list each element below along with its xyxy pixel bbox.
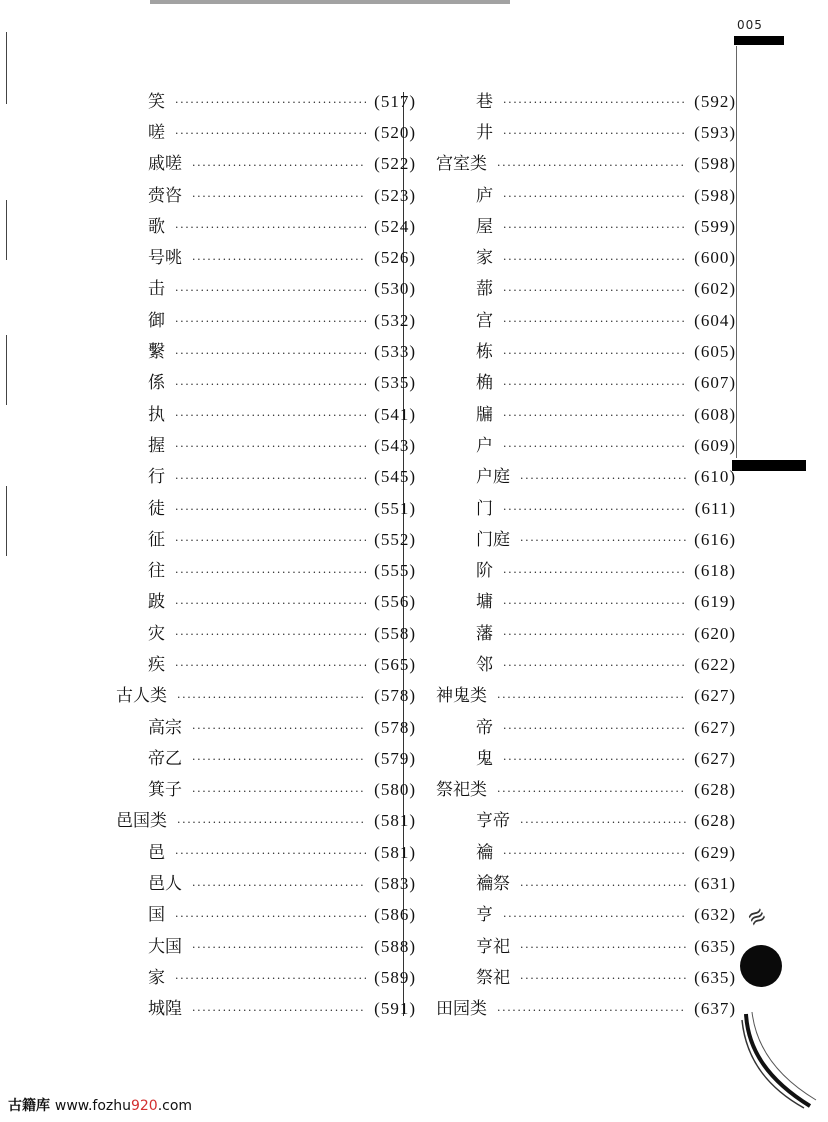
toc-leader-dots (503, 625, 686, 645)
toc-entry-title: 宫室类 (436, 154, 487, 175)
toc-leader-dots (175, 969, 366, 989)
toc-leader-dots (192, 1001, 366, 1021)
toc-entry (436, 462, 736, 493)
toc-entry-page: (556) (374, 592, 416, 612)
toc-entry (116, 462, 416, 493)
toc-entry-page: (543) (374, 435, 416, 455)
toc-leader-dots (175, 563, 366, 583)
toc-entry-title: 家 (148, 967, 165, 988)
toc-entry-title: 帝乙 (148, 748, 182, 769)
toc-entry (116, 180, 416, 211)
toc-entry-title: 往 (148, 561, 165, 582)
toc-entry (116, 368, 416, 399)
binding-line-1 (6, 32, 7, 104)
toc-entry (116, 430, 416, 461)
toc-entry-page: (541) (374, 404, 416, 424)
toc-leader-dots (175, 594, 366, 614)
toc-entry-page: (598) (694, 185, 736, 205)
toc-entry-page: (522) (374, 154, 416, 174)
toc-entry-title: 徒 (148, 498, 165, 519)
toc-entry-title: 户庭 (476, 467, 510, 488)
toc-entry (116, 900, 416, 931)
toc-entry-page: (545) (374, 467, 416, 487)
toc-leader-dots (503, 250, 686, 270)
toc-entry-title: 井 (476, 122, 493, 143)
toc-entry (116, 712, 416, 743)
toc-entry (116, 149, 416, 180)
toc-entry-page: (635) (694, 967, 736, 987)
toc-leader-dots (520, 876, 686, 896)
toc-entry (436, 775, 736, 806)
toc-entry-page: (580) (374, 780, 416, 800)
toc-entry-title: 阶 (476, 561, 493, 582)
toc-entry-title: 门 (476, 498, 493, 519)
toc-entry-title: 屋 (476, 216, 493, 237)
toc-leader-dots (192, 938, 366, 958)
toc-leader-dots (497, 156, 686, 176)
toc-entry (436, 900, 736, 931)
toc-entry-page: (533) (374, 342, 416, 362)
toc-leader-dots (503, 750, 686, 770)
toc-entry-page: (517) (374, 91, 416, 111)
toc-entry (116, 618, 416, 649)
toc-entry-page: (535) (374, 373, 416, 393)
toc-entry-title: 国 (148, 905, 165, 926)
toc-entry-title: 笑 (148, 91, 165, 112)
toc-leader-dots (192, 156, 366, 176)
toc-leader-dots (503, 281, 686, 301)
toc-leader-dots (503, 437, 686, 457)
toc-entry-title: 庐 (476, 185, 493, 206)
toc-entry-title: 户 (476, 435, 493, 456)
toc-entry-title: 箕子 (148, 780, 182, 801)
toc-entry-page: (627) (694, 717, 736, 737)
toc-entry-title: 城隍 (148, 999, 182, 1020)
toc-entry-title: 家 (476, 248, 493, 269)
toc-entry (436, 806, 736, 837)
toc-entry-title: 鬼 (476, 748, 493, 769)
ornament-ball-icon (740, 945, 782, 987)
toc-entry-page: (578) (374, 686, 416, 706)
toc-entry (116, 837, 416, 868)
toc-entry (116, 868, 416, 899)
toc-entry (116, 86, 416, 117)
toc-entry-page: (523) (374, 185, 416, 205)
toc-leader-dots (192, 782, 366, 802)
toc-entry (436, 242, 736, 273)
toc-leader-dots (503, 907, 686, 927)
toc-entry (116, 931, 416, 962)
toc-entry (436, 649, 736, 680)
toc-entry (436, 524, 736, 555)
toc-entry (436, 274, 736, 305)
toc-leader-dots (503, 375, 686, 395)
toc-leader-dots (503, 187, 686, 207)
toc-leader-dots (503, 93, 686, 113)
toc-entry-title: 号咷 (148, 248, 182, 269)
toc-entry (436, 743, 736, 774)
toc-leader-dots (520, 969, 686, 989)
toc-entry-page: (551) (374, 498, 416, 518)
toc-entry-title: 赍咨 (148, 185, 182, 206)
toc-entry (436, 931, 736, 962)
toc-leader-dots (503, 500, 687, 520)
toc-entry-title: 古人类 (116, 686, 167, 707)
toc-entry (436, 149, 736, 180)
toc-entry (116, 649, 416, 680)
toc-entry-page: (608) (694, 404, 736, 424)
toc-leader-dots (175, 124, 366, 144)
toc-entry (116, 399, 416, 430)
toc-leader-dots (175, 93, 366, 113)
toc-entry (436, 430, 736, 461)
toc-entry-title: 灾 (148, 623, 165, 644)
toc-entry-page: (607) (694, 373, 736, 393)
toc-entry-page: (631) (694, 874, 736, 894)
toc-leader-dots (177, 688, 366, 708)
toc-entry-title: 御 (148, 310, 165, 331)
toc-entry-title: 巷 (476, 91, 493, 112)
toc-entry-page: (524) (374, 216, 416, 236)
toc-entry-title: 墉 (476, 592, 493, 613)
toc-leader-dots (503, 406, 686, 426)
margin-rule (736, 46, 737, 458)
toc-leader-dots (175, 531, 366, 551)
toc-entry (116, 743, 416, 774)
toc-entry-title: 亨祀 (476, 936, 510, 957)
toc-entry-title: 祭祀类 (436, 780, 487, 801)
toc-entry (116, 493, 416, 524)
toc-leader-dots (503, 563, 686, 583)
toc-entry-page: (619) (694, 592, 736, 612)
toc-entry-page: (555) (374, 561, 416, 581)
toc-entry-page: (588) (374, 936, 416, 956)
toc-entry (116, 681, 416, 712)
toc-entry-page: (598) (694, 154, 736, 174)
toc-entry-page: (600) (694, 248, 736, 268)
toc-leader-dots (503, 844, 686, 864)
toc-entry-title: 歌 (148, 216, 165, 237)
toc-entry (436, 211, 736, 242)
toc-entry-title: 桷 (476, 373, 493, 394)
toc-entry-title: 宫 (476, 310, 493, 331)
toc-leader-dots (175, 625, 366, 645)
toc-entry (436, 117, 736, 148)
top-edge-bar (150, 0, 510, 4)
toc-leader-dots (175, 907, 366, 927)
toc-entry-page: (635) (694, 936, 736, 956)
toc-leader-dots (175, 500, 366, 520)
toc-entry (436, 587, 736, 618)
toc-entry-page: (532) (374, 310, 416, 330)
toc-entry-page: (593) (694, 122, 736, 142)
toc-entry-page: (586) (374, 905, 416, 925)
toc-right-column (436, 86, 736, 1025)
toc-leader-dots (175, 312, 366, 332)
toc-leader-dots (503, 656, 686, 676)
toc-entry-page: (622) (694, 654, 736, 674)
toc-entry (436, 180, 736, 211)
toc-entry (116, 587, 416, 618)
toc-entry-page: (627) (694, 748, 736, 768)
toc-entry-page: (629) (694, 842, 736, 862)
toc-leader-dots (192, 187, 366, 207)
toc-entry-title: 门庭 (476, 529, 510, 550)
toc-entry-title: 疾 (148, 654, 165, 675)
toc-entry-page: (616) (694, 529, 736, 549)
toc-entry-page: (599) (694, 216, 736, 236)
toc-entry-title: 牖 (476, 404, 493, 425)
toc-leader-dots (497, 1001, 686, 1021)
binding-line-4 (6, 486, 7, 556)
toc-leader-dots (503, 594, 686, 614)
toc-entry-title: 邑人 (148, 874, 182, 895)
toc-entry-title: 禴祭 (476, 874, 510, 895)
watermark-url-number: 920 (130, 1098, 158, 1114)
toc-entry-title: 亨 (476, 905, 493, 926)
toc-leader-dots (175, 469, 366, 489)
toc-entry (116, 117, 416, 148)
toc-entry (116, 242, 416, 273)
toc-entry (436, 868, 736, 899)
toc-entry-page: (558) (374, 623, 416, 643)
toc-entry-title: 高宗 (148, 717, 182, 738)
binding-line-2 (6, 200, 7, 260)
toc-entry-page: (565) (374, 654, 416, 674)
toc-entry (436, 994, 736, 1025)
toc-entry-title: 係 (148, 373, 165, 394)
toc-entry-title: 嗟 (148, 122, 165, 143)
toc-entry-title: 帝 (476, 717, 493, 738)
toc-leader-dots (503, 218, 686, 238)
toc-leader-dots (175, 375, 366, 395)
toc-entry-title: 征 (148, 529, 165, 550)
toc-entry-title: 击 (148, 279, 165, 300)
page-number-bar (734, 36, 784, 45)
toc-entry-page: (530) (374, 279, 416, 299)
toc-entry (436, 336, 736, 367)
toc-leader-dots (192, 876, 366, 896)
toc-entry-page: (602) (694, 279, 736, 299)
toc-entry-page: (611) (694, 498, 736, 518)
toc-entry (436, 368, 736, 399)
toc-leader-dots (175, 437, 366, 457)
margin-block (732, 460, 806, 471)
toc-entry-page: (632) (694, 905, 736, 925)
watermark-site: 古籍库 (8, 1098, 50, 1114)
toc-entry (436, 618, 736, 649)
toc-leader-dots (503, 719, 686, 739)
toc-entry-title: 禴 (476, 842, 493, 863)
toc-entry (436, 712, 736, 743)
toc-leader-dots (520, 531, 686, 551)
toc-entry-title: 邑国类 (116, 811, 167, 832)
toc-entry-title: 栋 (476, 342, 493, 363)
toc-leader-dots (192, 250, 366, 270)
toc-entry (116, 555, 416, 586)
toc-entry-title: 繫 (148, 342, 165, 363)
toc-leader-dots (175, 281, 366, 301)
toc-entry-title: 执 (148, 404, 165, 425)
toc-entry (436, 493, 736, 524)
toc-entry (116, 962, 416, 993)
toc-entry-title: 行 (148, 467, 165, 488)
toc-entry-page: (604) (694, 310, 736, 330)
toc-entry-page: (628) (694, 811, 736, 831)
toc-leader-dots (177, 813, 366, 833)
toc-entry-title: 藩 (476, 623, 493, 644)
toc-leader-dots (175, 844, 366, 864)
toc-entry-title: 神鬼类 (436, 686, 487, 707)
toc-entry-page: (589) (374, 967, 416, 987)
toc-entry (436, 962, 736, 993)
toc-entry (436, 305, 736, 336)
toc-entry (436, 399, 736, 430)
binding-line-3 (6, 335, 7, 405)
toc-entry-page: (581) (374, 811, 416, 831)
toc-leader-dots (520, 813, 686, 833)
toc-leader-dots (192, 750, 366, 770)
toc-entry-page: (618) (694, 561, 736, 581)
toc-entry-page: (610) (694, 467, 736, 487)
toc-leader-dots (520, 469, 686, 489)
toc-entry (116, 994, 416, 1025)
ornament-sprig-icon: ≋ (742, 902, 772, 933)
toc-entry-page: (591) (374, 999, 416, 1019)
toc-leader-dots (497, 688, 686, 708)
toc-entry-title: 亨帝 (476, 811, 510, 832)
toc-entry-title: 握 (148, 435, 165, 456)
toc-entry-title: 祭祀 (476, 967, 510, 988)
toc-entry (116, 305, 416, 336)
toc-entry-page: (609) (694, 435, 736, 455)
toc-entry-page: (605) (694, 342, 736, 362)
toc-entry (436, 86, 736, 117)
toc-leader-dots (503, 312, 686, 332)
toc-entry-page: (620) (694, 623, 736, 643)
toc-entry (116, 336, 416, 367)
toc-entry-page: (526) (374, 248, 416, 268)
ornament-swoosh-icon (738, 1010, 818, 1110)
toc-entry-page: (579) (374, 748, 416, 768)
toc-entry (116, 274, 416, 305)
toc-leader-dots (192, 719, 366, 739)
toc-entry-title: 邻 (476, 654, 493, 675)
toc-entry-title: 戚嗟 (148, 154, 182, 175)
toc-entry (116, 806, 416, 837)
toc-entry-page: (628) (694, 780, 736, 800)
watermark-url-suffix: .com (157, 1098, 193, 1114)
toc-leader-dots (497, 782, 686, 802)
toc-leader-dots (503, 344, 686, 364)
toc-entry-page: (581) (374, 842, 416, 862)
toc-entry-title: 蔀 (476, 279, 493, 300)
toc-entry-title: 邑 (148, 842, 165, 863)
toc-entry-title: 跛 (148, 592, 165, 613)
toc-entry-page: (583) (374, 874, 416, 894)
toc-entry (436, 837, 736, 868)
toc-entry-page: (578) (374, 717, 416, 737)
toc-entry-page: (627) (694, 686, 736, 706)
watermark (8, 1095, 192, 1115)
toc-leader-dots (175, 344, 366, 364)
toc-entry (436, 681, 736, 712)
toc-leader-dots (503, 124, 686, 144)
toc-leader-dots (520, 938, 686, 958)
toc-entry-page: (552) (374, 529, 416, 549)
toc-entry (116, 524, 416, 555)
watermark-url-prefix: www.fozhu (54, 1098, 131, 1114)
toc-entry-title: 大国 (148, 936, 182, 957)
toc-leader-dots (175, 406, 366, 426)
toc-entry-page: (637) (694, 999, 736, 1019)
toc-entry (116, 211, 416, 242)
toc-entry (436, 555, 736, 586)
toc-leader-dots (175, 218, 366, 238)
toc-entry-title: 田园类 (436, 999, 487, 1020)
page-number: 005 (737, 18, 763, 32)
toc-entry-page: (592) (694, 91, 736, 111)
toc-entry-page: (520) (374, 122, 416, 142)
toc-entry (116, 775, 416, 806)
toc-left-column (116, 86, 416, 1025)
toc-leader-dots (175, 656, 366, 676)
